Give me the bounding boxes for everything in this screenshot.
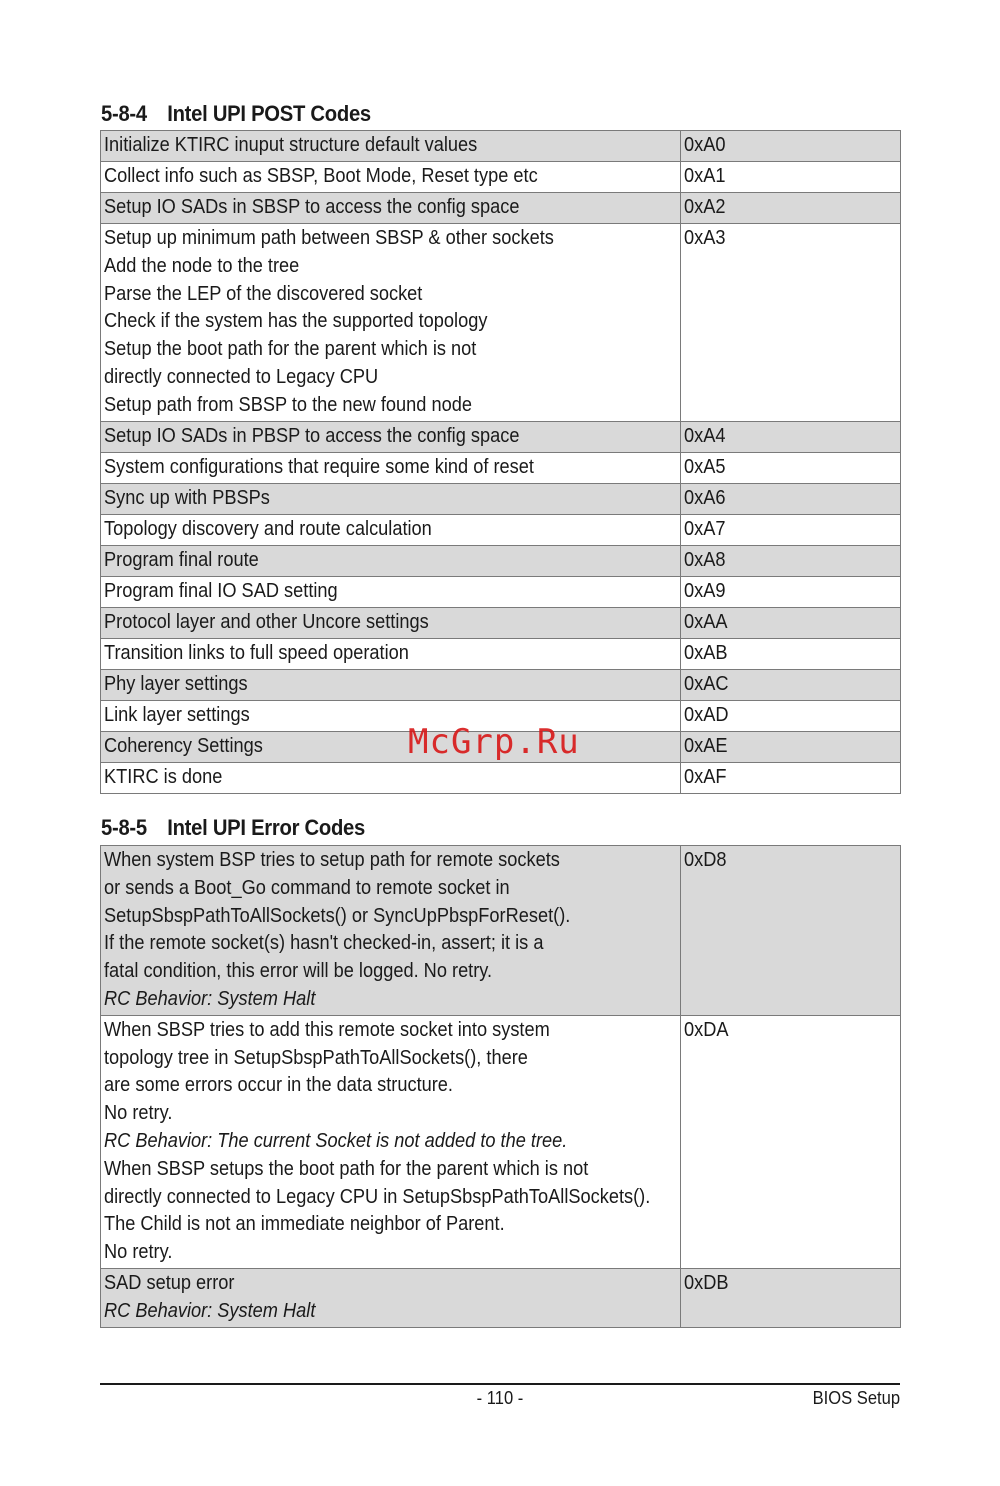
description-cell (101, 545, 681, 576)
description-cell (101, 514, 681, 545)
code-cell (681, 576, 901, 607)
page-number: - 110 - (476, 1388, 524, 1408)
description-line: Collect info such as SBSP, Boot Mode, Reset type etc (104, 165, 538, 187)
post-codes-heading (101, 101, 371, 127)
description-text (104, 485, 270, 513)
description-line: Setup the boot path for the parent which is not (104, 338, 477, 361)
code-cell (681, 1268, 901, 1327)
description-text (104, 423, 519, 451)
description-line: Setup IO SADs in PBSP to access the config space (104, 424, 520, 447)
table-row (101, 1268, 901, 1327)
description-cell (101, 1015, 681, 1268)
description-text (104, 547, 259, 575)
description-line: SetupSbspPathToAllSockets() or SyncUpPbspForReset(). (104, 904, 571, 927)
description-line: RC Behavior: System Halt (104, 987, 316, 1010)
description-text (104, 225, 554, 420)
description-line: Initialize KTIRC inuput structure default values (104, 134, 478, 156)
description-line: When system BSP tries to setup path for remote sockets (104, 849, 560, 871)
description-line: Parse the LEP of the discovered socket (104, 282, 423, 305)
code-value: 0xA7 (684, 517, 726, 540)
code-cell (681, 224, 901, 422)
description-line: If the remote socket(s) hasn't checked-in, assert; it is a (104, 932, 544, 955)
code-cell (681, 545, 901, 576)
description-text (104, 454, 534, 482)
description-line: System configurations that require some kind of reset (104, 455, 534, 478)
table-row (101, 669, 901, 700)
code-cell (681, 193, 901, 224)
code-value: 0xA3 (684, 227, 726, 249)
code-value: 0xA2 (684, 196, 726, 218)
description-cell (101, 700, 681, 731)
description-cell (101, 669, 681, 700)
post-codes-table-body (101, 131, 901, 794)
description-text (104, 764, 222, 792)
description-line: RC Behavior: The current Socket is not added to the tree. (104, 1129, 568, 1152)
description-line: Program final route (104, 548, 259, 571)
table-row (101, 193, 901, 224)
code-value: 0xA6 (684, 486, 726, 509)
description-text (104, 578, 338, 606)
description-cell (101, 846, 681, 1016)
description-line: Setup IO SADs in SBSP to access the config space (104, 196, 520, 218)
description-text (104, 702, 250, 730)
table-row (101, 421, 901, 452)
code-cell (681, 131, 901, 162)
description-cell (101, 1268, 681, 1327)
post-codes-section-number: 5-8-4 (101, 101, 147, 126)
code-cell (681, 452, 901, 483)
description-line: Phy layer settings (104, 672, 248, 695)
error-codes-section-title: Intel UPI Error Codes (167, 815, 366, 840)
table-row (101, 846, 901, 1016)
description-line: Protocol layer and other Uncore settings (104, 610, 429, 633)
code-value: 0xA9 (684, 579, 726, 602)
code-cell (681, 607, 901, 638)
code-cell (681, 669, 901, 700)
description-text (104, 609, 429, 637)
table-row (101, 638, 901, 669)
description-cell (101, 576, 681, 607)
footer-divider (100, 1383, 900, 1385)
code-value: 0xAA (684, 610, 728, 633)
description-cell (101, 607, 681, 638)
code-value: 0xA1 (684, 165, 726, 187)
description-text (104, 1270, 315, 1326)
table-row (101, 224, 901, 422)
description-text (104, 671, 248, 699)
watermark: McGrp.Ru (408, 722, 580, 762)
description-cell (101, 731, 681, 762)
code-value: 0xDA (684, 1018, 729, 1041)
table-row (101, 545, 901, 576)
description-line: KTIRC is done (104, 765, 223, 788)
description-text (104, 516, 432, 544)
description-text (104, 163, 538, 191)
code-value: 0xAF (684, 765, 727, 788)
post-codes-table (100, 130, 901, 794)
description-cell (101, 421, 681, 452)
table-row (101, 131, 901, 162)
code-value: 0xAD (684, 703, 729, 726)
code-cell (681, 162, 901, 193)
table-row (101, 483, 901, 514)
code-cell (681, 1015, 901, 1268)
description-line: The Child is not an immediate neighbor of Parent. (104, 1213, 505, 1236)
code-value: 0xAB (684, 641, 728, 664)
description-cell (101, 224, 681, 422)
table-row (101, 762, 901, 793)
code-value: 0xD8 (684, 849, 727, 871)
description-line: or sends a Boot_Go command to remote socket in (104, 876, 510, 899)
description-line: topology tree in SetupSbspPathToAllSockets(), there (104, 1046, 528, 1069)
error-codes-section-number: 5-8-5 (101, 815, 147, 840)
description-line: Check if the system has the supported topology (104, 310, 488, 333)
error-codes-table (100, 845, 901, 1328)
error-codes-heading (101, 815, 365, 841)
code-value: 0xA0 (684, 134, 726, 156)
table-row (101, 1015, 901, 1268)
description-line: RC Behavior: System Halt (104, 1299, 316, 1322)
code-value: 0xA8 (684, 548, 726, 571)
description-line: Link layer settings (104, 703, 250, 726)
description-text (104, 847, 570, 1014)
description-cell (101, 452, 681, 483)
description-cell (101, 131, 681, 162)
code-value: 0xAE (684, 734, 728, 757)
description-text (104, 132, 477, 160)
code-value: 0xA5 (684, 455, 726, 478)
code-cell (681, 514, 901, 545)
description-line: fatal condition, this error will be logged. No retry. (104, 960, 493, 983)
table-row (101, 452, 901, 483)
description-line: When SBSP setups the boot path for the parent which is not (104, 1157, 589, 1180)
code-cell (681, 731, 901, 762)
code-value: 0xAC (684, 672, 729, 695)
description-cell (101, 762, 681, 793)
table-row (101, 162, 901, 193)
description-line: When SBSP tries to add this remote socket into system (104, 1018, 550, 1041)
table-row (101, 576, 901, 607)
code-value: 0xDB (684, 1271, 729, 1294)
description-line: Sync up with PBSPs (104, 486, 270, 509)
description-line: Transition links to full speed operation (104, 641, 409, 664)
code-cell (681, 421, 901, 452)
description-line: directly connected to Legacy CPU in SetupSbspPathToAllSockets(). (104, 1185, 651, 1208)
description-cell (101, 162, 681, 193)
description-cell (101, 483, 681, 514)
description-line: Setup up minimum path between SBSP & other sockets (104, 227, 554, 249)
description-cell (101, 193, 681, 224)
description-cell (101, 638, 681, 669)
description-line: Setup path from SBSP to the new found node (104, 393, 472, 416)
code-cell (681, 638, 901, 669)
description-text (104, 640, 409, 668)
description-text (104, 733, 263, 761)
description-line: directly connected to Legacy CPU (104, 365, 379, 388)
description-line: are some errors occur in the data structure. (104, 1074, 453, 1097)
post-codes-section-title: Intel UPI POST Codes (167, 101, 371, 126)
description-text (104, 1017, 650, 1267)
description-line: Add the node to the tree (104, 254, 300, 277)
code-cell (681, 846, 901, 1016)
description-line: SAD setup error (104, 1271, 235, 1294)
description-line: Coherency Settings (104, 734, 263, 757)
description-line: Topology discovery and route calculation (104, 517, 432, 540)
description-line: No retry. (104, 1102, 173, 1125)
description-line: Program final IO SAD setting (104, 579, 338, 602)
code-cell (681, 483, 901, 514)
code-cell (681, 762, 901, 793)
description-text (104, 194, 519, 222)
footer-section-name: BIOS Setup (812, 1388, 900, 1408)
table-row (101, 514, 901, 545)
table-row (101, 607, 901, 638)
description-line: No retry. (104, 1241, 173, 1264)
code-cell (681, 700, 901, 731)
error-codes-table-body (101, 846, 901, 1328)
code-value: 0xA4 (684, 424, 726, 447)
